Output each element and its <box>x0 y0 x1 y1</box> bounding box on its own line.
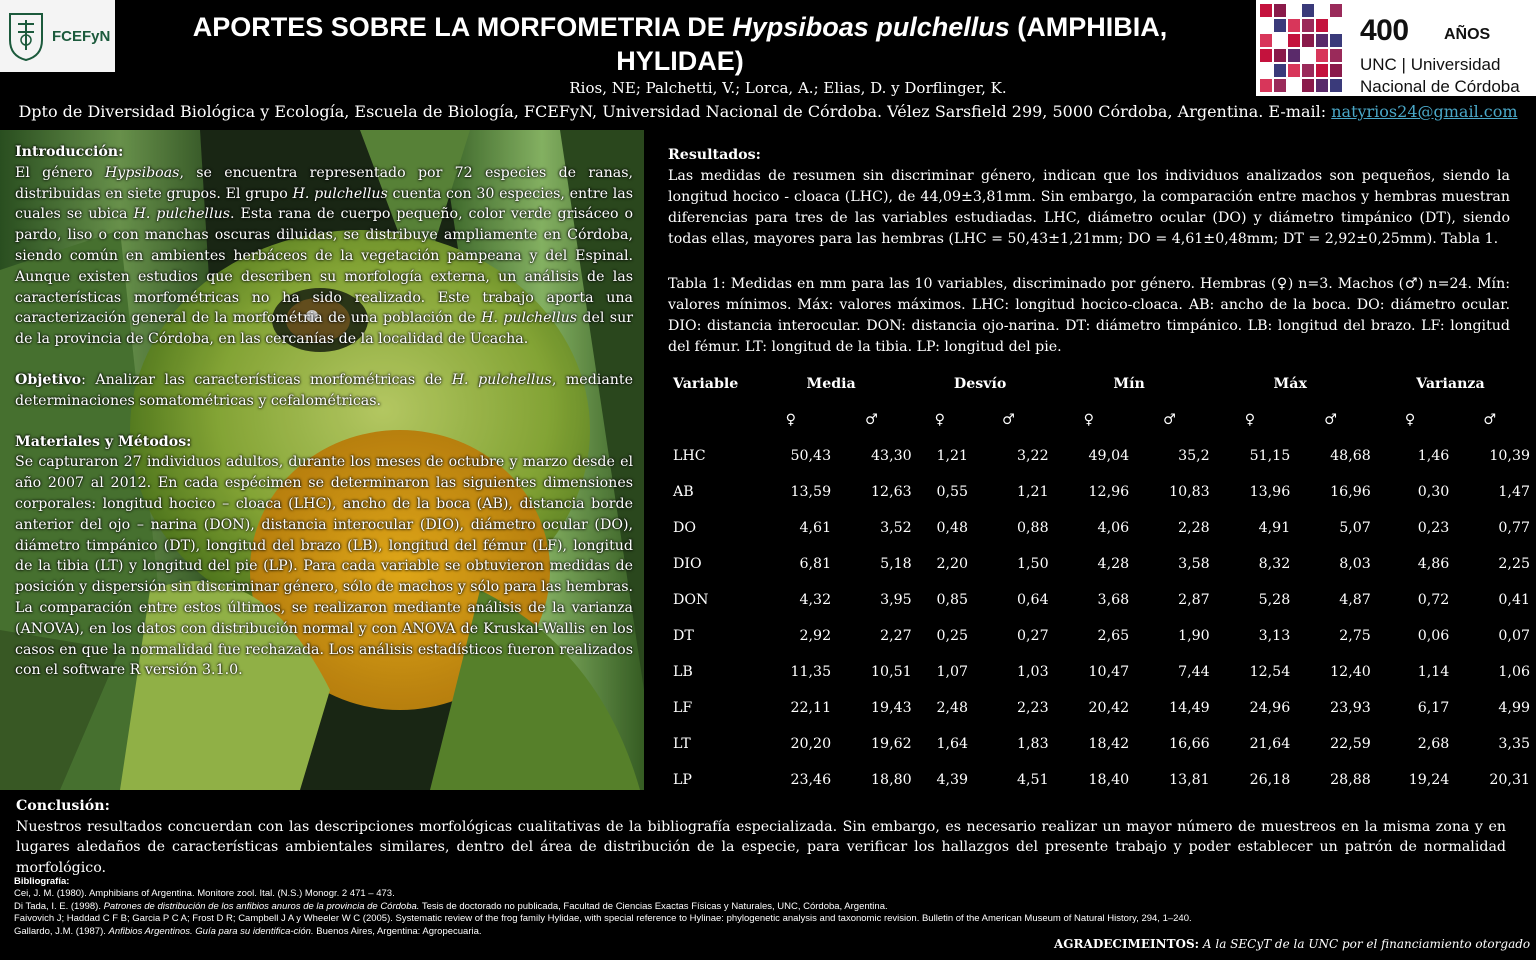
value-cell: 0,30 <box>1417 484 1450 500</box>
value-cell: 4,99 <box>1498 700 1530 716</box>
variable-cell: LF <box>673 700 693 716</box>
value-cell: 4,61 <box>799 520 832 536</box>
value-cell: 28,88 <box>1330 772 1371 788</box>
value-cell: 2,28 <box>1178 520 1210 536</box>
value-cell: 24,96 <box>1249 700 1291 716</box>
value-cell: 3,68 <box>1097 592 1130 608</box>
poster-title: APORTES SOBRE LA MORFOMETRIA DE Hypsiboas pulchellus (AMPHIBIA, HYLIDAE) <box>192 12 1168 76</box>
value-cell: 5,07 <box>1339 520 1371 536</box>
value-cell: 1,47 <box>1498 484 1530 500</box>
value-cell: 2,75 <box>1339 628 1371 644</box>
value-cell: 1,90 <box>1178 628 1210 644</box>
title-species: Hypsiboas pulchellus <box>732 12 1010 42</box>
value-cell: 12,63 <box>871 484 912 500</box>
value-cell: 6,17 <box>1417 700 1450 716</box>
table-header-row <box>668 366 1530 402</box>
measurements-table <box>668 366 1530 798</box>
methods-heading: Materiales y Métodos: <box>15 433 192 450</box>
value-cell: 2,92 <box>799 628 832 644</box>
value-cell: 21,64 <box>1249 736 1291 752</box>
female-symbol: ♀ <box>1404 412 1416 428</box>
female-symbol: ♀ <box>1244 412 1256 428</box>
value-cell: 3,22 <box>1017 448 1049 464</box>
logo-anos: AÑOS <box>1444 26 1491 43</box>
value-cell: 5,18 <box>880 556 912 572</box>
value-cell: 1,06 <box>1498 664 1530 680</box>
value-cell: 26,18 <box>1249 772 1291 788</box>
female-symbol: ♀ <box>785 412 797 428</box>
value-cell: 2,68 <box>1417 736 1450 752</box>
value-cell: 35,2 <box>1178 448 1210 464</box>
female-symbol: ♀ <box>934 412 946 428</box>
reference-cei: Cei, J. M. (1980). Amphibians of Argentina. Monitore zool. Ital. (N.S.) Monogr. 2 471 – 473. <box>14 888 395 900</box>
value-cell: 18,80 <box>871 772 912 788</box>
authors: Rios, NE; Palchetti, V.; Lorca, A.; Elias, D. y Dorflinger, K. <box>569 79 1007 97</box>
value-cell: 10,47 <box>1088 664 1130 680</box>
email-link[interactable]: natyrios24@gmail.com <box>1331 102 1518 121</box>
reference-faivovich: Faivovich J; Haddad C F B; Garcia P C A; Frost D R; Campbell J A y Wheeler W C (2005). Systematic review of the frog family Hylidae, with special reference to Hylinae: phylogenetic analysis and taxonomic revision. Bulletin of the American Museum of Natural History, 294, 1–240. <box>14 913 1192 925</box>
affiliation: Dpto de Diversidad Biológica y Ecología, Escuela de Biología, FCEFyN, Universidad Nacional de Córdoba. Vélez Sarsfield 299, 5000 Córdoba, Argentina. E-mail: natyrios24@gmail.com <box>18 102 1518 121</box>
value-cell: 14,49 <box>1169 700 1210 716</box>
variable-cell: AB <box>673 484 694 500</box>
value-cell: 10,51 <box>871 664 912 680</box>
table-row <box>668 726 1530 762</box>
variable-cell: DT <box>673 628 694 644</box>
value-cell: 8,32 <box>1258 556 1291 572</box>
table-row <box>668 654 1530 690</box>
value-cell: 18,42 <box>1088 736 1130 752</box>
variable-cell: LHC <box>673 448 706 464</box>
unc-seal-icon <box>6 10 46 62</box>
results-text: Las medidas de resumen sin discriminar género, indican que los individuos analizados son pequeños, siendo la longitud hocico - cloaca (LHC), de 44,09±3,81mm. Sin embargo, la comparación entre machos y hembras muestran diferencias para tres de las variables estudiadas. LHC, diámetro ocular (DO) y diámetro timpánico (DT), siendo todas ellas, mayores para las hembras (LHC = 50,43±1,21mm; DO = 4,61±0,48mm; DT = 2,92±0,25mm). Tabla 1. <box>668 168 1510 247</box>
header-max: Máx <box>1273 376 1307 392</box>
table-row <box>668 546 1530 582</box>
value-cell: 51,15 <box>1249 448 1291 464</box>
value-cell: 4,51 <box>1017 772 1049 788</box>
value-cell: 10,83 <box>1169 484 1210 500</box>
value-cell: 1,07 <box>936 664 969 680</box>
value-cell: 22,11 <box>790 700 832 716</box>
value-cell: 20,20 <box>790 736 832 752</box>
variable-cell: DON <box>673 592 709 608</box>
value-cell: 0,88 <box>1017 520 1049 536</box>
table-row <box>668 690 1530 726</box>
table-row <box>668 618 1530 654</box>
table-row <box>668 474 1530 510</box>
value-cell: 12,54 <box>1249 664 1291 680</box>
value-cell: 4,86 <box>1417 556 1450 572</box>
value-cell: 13,96 <box>1249 484 1291 500</box>
variable-cell: DIO <box>673 556 702 572</box>
male-symbol: ♂ <box>1163 412 1176 428</box>
header-min: Mín <box>1113 376 1145 392</box>
variable-cell: LT <box>673 736 691 752</box>
table-row <box>668 438 1530 474</box>
value-cell: 16,66 <box>1169 736 1210 752</box>
value-cell: 1,46 <box>1417 448 1450 464</box>
value-cell: 1,21 <box>936 448 969 464</box>
value-cell: 11,35 <box>790 664 832 680</box>
value-cell: 0,72 <box>1417 592 1450 608</box>
value-cell: 3,52 <box>880 520 912 536</box>
value-cell: 3,58 <box>1178 556 1210 572</box>
value-cell: 0,48 <box>936 520 969 536</box>
value-cell: 1,03 <box>1017 664 1049 680</box>
value-cell: 49,04 <box>1088 448 1130 464</box>
value-cell: 1,50 <box>1017 556 1049 572</box>
male-symbol: ♂ <box>1001 412 1015 428</box>
value-cell: 1,64 <box>936 736 969 752</box>
value-cell: 0,06 <box>1417 628 1450 644</box>
variable-cell: LB <box>673 664 693 680</box>
value-cell: 20,31 <box>1489 772 1530 788</box>
male-symbol: ♂ <box>1324 412 1337 428</box>
value-cell: 7,44 <box>1178 664 1210 680</box>
logo-line3: Nacional de Córdoba <box>1360 77 1520 96</box>
value-cell: 19,62 <box>871 736 912 752</box>
bibliography <box>14 876 1264 938</box>
value-cell: 10,39 <box>1489 448 1530 464</box>
conclusion-text: Nuestros resultados concuerdan con las descripciones morfológicas cualitativas de la bibliografía especializada. Sin embargo, es necesario realizar un mayor número de muestreos en la misma zona y en lugares aledaños de características ambientales similares, dentro del área de distribución de la especie, para verificar los hallazgos del presente trabajo y poder establecer un patrón de normalidad morfológico. <box>16 818 1506 876</box>
table-caption: Tabla 1: Medidas en mm para las 10 variables, discriminado por género. Hembras (♀) n=3. Machos (♂) n=24. Mín: valores mínimos. Máx: valores máximos. LHC: longitud hocico-cloaca. AB: ancho de la boca. DO: diámetro ocular. DIO: distancia interocular. DON: distancia ojo-narina. DT: diámetro timpánico. LB: longitud del brazo. LF: longitud del fémur. LT: longitud de la tibia. LP: longitud del pie. <box>668 276 1510 355</box>
value-cell: 2,27 <box>880 628 912 644</box>
value-cell: 23,46 <box>790 772 832 788</box>
value-cell: 0,23 <box>1417 520 1450 536</box>
value-cell: 4,87 <box>1339 592 1371 608</box>
value-cell: 13,81 <box>1169 772 1210 788</box>
value-cell: 2,48 <box>936 700 969 716</box>
value-cell: 4,91 <box>1258 520 1291 536</box>
variable-cell: LP <box>673 772 692 788</box>
bibliography-heading: Bibliografía: <box>14 876 70 887</box>
acknowledgements: AGRADECIMEINTOS: A la SECyT de la UNC por el financiamiento otorgado <box>1054 937 1531 951</box>
fcefyn-logo <box>0 0 115 72</box>
value-cell: 2,23 <box>1017 700 1049 716</box>
value-cell: 0,85 <box>936 592 969 608</box>
value-cell: 19,43 <box>871 700 912 716</box>
value-cell: 16,96 <box>1330 484 1371 500</box>
value-cell: 3,95 <box>880 592 912 608</box>
reference-ditada: Di Tada, I. E. (1998). Patrones de distribución de los anfibios anuros de la provincia de Córdoba. Tesis de doctorado no publicada, Facultad de Ciencias Exactas Físicas y Naturales, UNC, Córdoba, Argentina. <box>14 900 888 912</box>
left-column <box>15 142 633 701</box>
value-cell: 6,81 <box>799 556 832 572</box>
value-cell: 50,43 <box>790 448 832 464</box>
header-media: Media <box>806 376 856 392</box>
intro-text: El género Hypsiboas, se encuentra representado por 72 especies de ranas, distribuidas en siete grupos. El grupo H. pulchellus cuenta con 30 especies, entre las cuales se ubica H. pulchellus. Esta rana de cuerpo pequeño, color verde grisáceo o pardo, liso o con manchas oscuras diluidas, se distribuye ampliamente en Córdoba, siendo común en ambientes herbáceos de la vegetación pampeana y del Espinal. Aunque existen estudios que describen su morfología externa, un análisis de las características morfométricas no ha sido realizado. Este trabajo aporta una caracterización general de la morfométria de una población de H. pulchellus del sur de la provincia de Córdoba, en las cercanías de la localidad de Ucacha. <box>15 164 634 348</box>
value-cell: 12,40 <box>1330 664 1371 680</box>
value-cell: 48,68 <box>1330 448 1371 464</box>
table-row <box>668 762 1530 798</box>
table-row <box>668 582 1530 618</box>
value-cell: 12,96 <box>1088 484 1130 500</box>
value-cell: 2,25 <box>1498 556 1530 572</box>
male-symbol: ♂ <box>1483 412 1497 428</box>
value-cell: 4,28 <box>1097 556 1130 572</box>
reference-gallardo: Gallardo, J.M. (1987). Anfibios Argentinos. Guía para su identifica-ción. Buenos Aires, Argentina: Agropecuaria. <box>14 925 482 937</box>
value-cell: 3,13 <box>1258 628 1291 644</box>
value-cell: 2,65 <box>1097 628 1130 644</box>
value-cell: 43,30 <box>871 448 912 464</box>
value-cell: 4,06 <box>1097 520 1130 536</box>
value-cell: 0,25 <box>936 628 969 644</box>
female-symbol: ♀ <box>1083 412 1095 428</box>
header-varianza: Varianza <box>1416 376 1485 392</box>
value-cell: 1,14 <box>1417 664 1450 680</box>
fcefyn-logo-text: FCEFyN <box>52 27 111 45</box>
results-heading: Resultados: <box>668 147 761 163</box>
value-cell: 13,59 <box>790 484 832 500</box>
value-cell: 0,07 <box>1498 628 1530 644</box>
value-cell: 0,64 <box>1017 592 1049 608</box>
objective-text: Objetivo: Analizar las características morfométricas de H. pulchellus, mediante determinaciones somatométricas y cefalométricas. <box>15 371 634 409</box>
male-symbol: ♂ <box>865 412 878 428</box>
value-cell: 4,39 <box>936 772 969 788</box>
conclusion-section <box>16 796 1506 878</box>
table-sex-row <box>668 402 1530 438</box>
methods-text: Se capturaron 27 individuos adultos, durante los meses de octubre y marzo desde el año 2007 al 2012. En cada espécimen se determinaron las siguientes dimensiones corporales: longitud hocico – cloaca (LHC), ancho de la boca (AB), distancia borde anterior del ojo – narina (DON), distancia interocular (DIO), diámetro ocular (DO), diámetro timpánico (DT), longitud del brazo (LB), longitud del fémur (LF), longitud de la tibia (LT) y longitud del pie (LP). Para cada variable se obtuvieron medidas de posición y dispersión sin discriminar género, sólo de machos y sólo para las hembras. La comparación entre estos últimos, se realizaron mediante análisis de la varianza (ANOVA), en los datos con distribución normal y con ANOVA de Kruskal-Wallis en los casos en que la normalidad fue rechazada. Los análisis estadísticos fueron realizados con el software R versión 3.1.0. <box>15 454 633 679</box>
value-cell: 2,87 <box>1178 592 1210 608</box>
value-cell: 0,77 <box>1498 520 1530 536</box>
value-cell: 22,59 <box>1330 736 1371 752</box>
value-cell: 5,28 <box>1258 592 1291 608</box>
logo-line2: UNC | Universidad <box>1360 55 1501 74</box>
table-row <box>668 510 1530 546</box>
value-cell: 2,20 <box>936 556 969 572</box>
header-variable: Variable <box>673 376 739 392</box>
variable-cell: DO <box>673 520 697 536</box>
value-cell: 18,40 <box>1088 772 1130 788</box>
value-cell: 0,55 <box>936 484 969 500</box>
value-cell: 8,03 <box>1339 556 1371 572</box>
value-cell: 0,41 <box>1498 592 1530 608</box>
value-cell: 23,93 <box>1330 700 1371 716</box>
value-cell: 1,21 <box>1017 484 1049 500</box>
logo-400: 400 <box>1360 14 1409 47</box>
value-cell: 0,27 <box>1017 628 1049 644</box>
value-cell: 19,24 <box>1408 772 1450 788</box>
intro-heading: Introducción: <box>15 144 124 160</box>
value-cell: 20,42 <box>1088 700 1130 716</box>
conclusion-heading: Conclusión: <box>16 798 110 814</box>
results-section <box>668 145 1510 250</box>
value-cell: 3,35 <box>1498 736 1530 752</box>
header-desvio: Desvío <box>953 376 1007 392</box>
value-cell: 4,32 <box>799 592 832 608</box>
value-cell: 1,83 <box>1017 736 1049 752</box>
